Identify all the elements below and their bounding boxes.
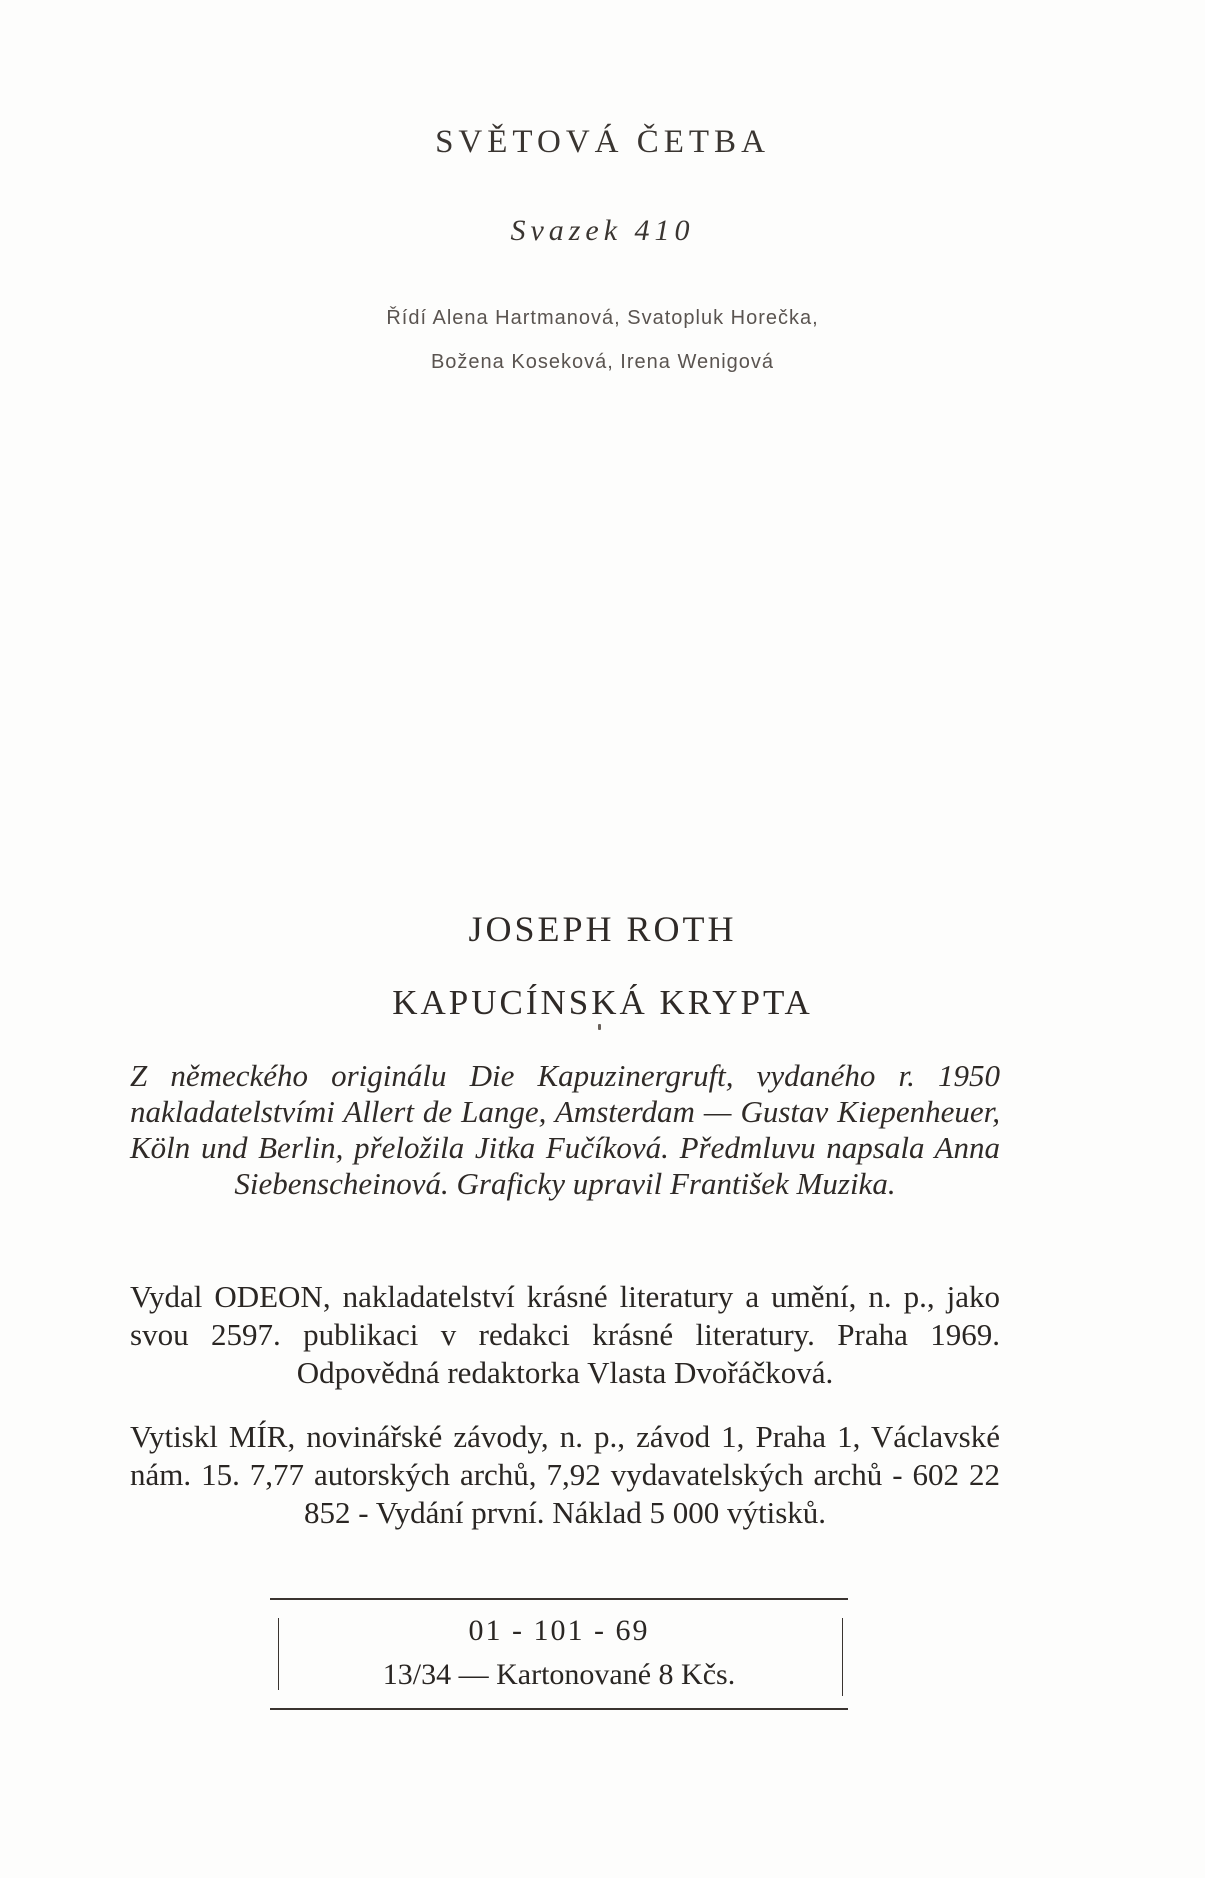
publisher-note: Vydal ODEON, nakladatelství krásné literatury a umění, n. p., jako svou 2597. publikaci v redakci krásné literatury. Praha 1969. Odpovědná redaktorka Vlasta Dvořáčková. — [130, 1279, 1000, 1390]
price-box-bottom-rule — [270, 1708, 848, 1710]
volume-number: Svazek 410 — [510, 214, 695, 247]
printer-note: Vytiskl MÍR, novinářské závody, n. p., závod 1, Praha 1, Václavské nám. 15. 7,77 autorských archů, 7,92 vydavatelských archů - 602 22 852 - Vydání první. Náklad 5 000 výtisků. — [130, 1419, 1000, 1530]
series-editors — [0, 296, 1205, 384]
price-box — [270, 1598, 848, 1710]
translation-note: Z německého originálu Die Kapuzinergruft, vydaného r. 1950 nakladatelstvími Allert de Lange, Amsterdam — Gustav Kiepenheuer, Köln und Berlin, přeložila Jitka Fučíková. Předmluvu napsala Anna Siebenscheinová. Graficky upravil František Muzika. — [130, 1058, 1000, 1201]
editors-line-1: Řídí Alena Hartmanová, Svatopluk Horečka, — [386, 307, 819, 329]
catalog-code: 01 - 101 - 69 — [468, 1614, 650, 1647]
book-title: KAPUCÍNSKÁ KRYPTA — [392, 983, 813, 1022]
editors-line-2: Božena Koseková, Irena Wenigová — [430, 351, 775, 373]
series-title: SVĚTOVÁ ČETBA — [435, 124, 770, 160]
ornament-dot — [598, 1024, 601, 1030]
price-line: 13/34 — Kartonované 8 Kčs. — [382, 1658, 736, 1691]
price-box-top-rule — [270, 1598, 848, 1600]
author-name: JOSEPH ROTH — [468, 909, 737, 949]
